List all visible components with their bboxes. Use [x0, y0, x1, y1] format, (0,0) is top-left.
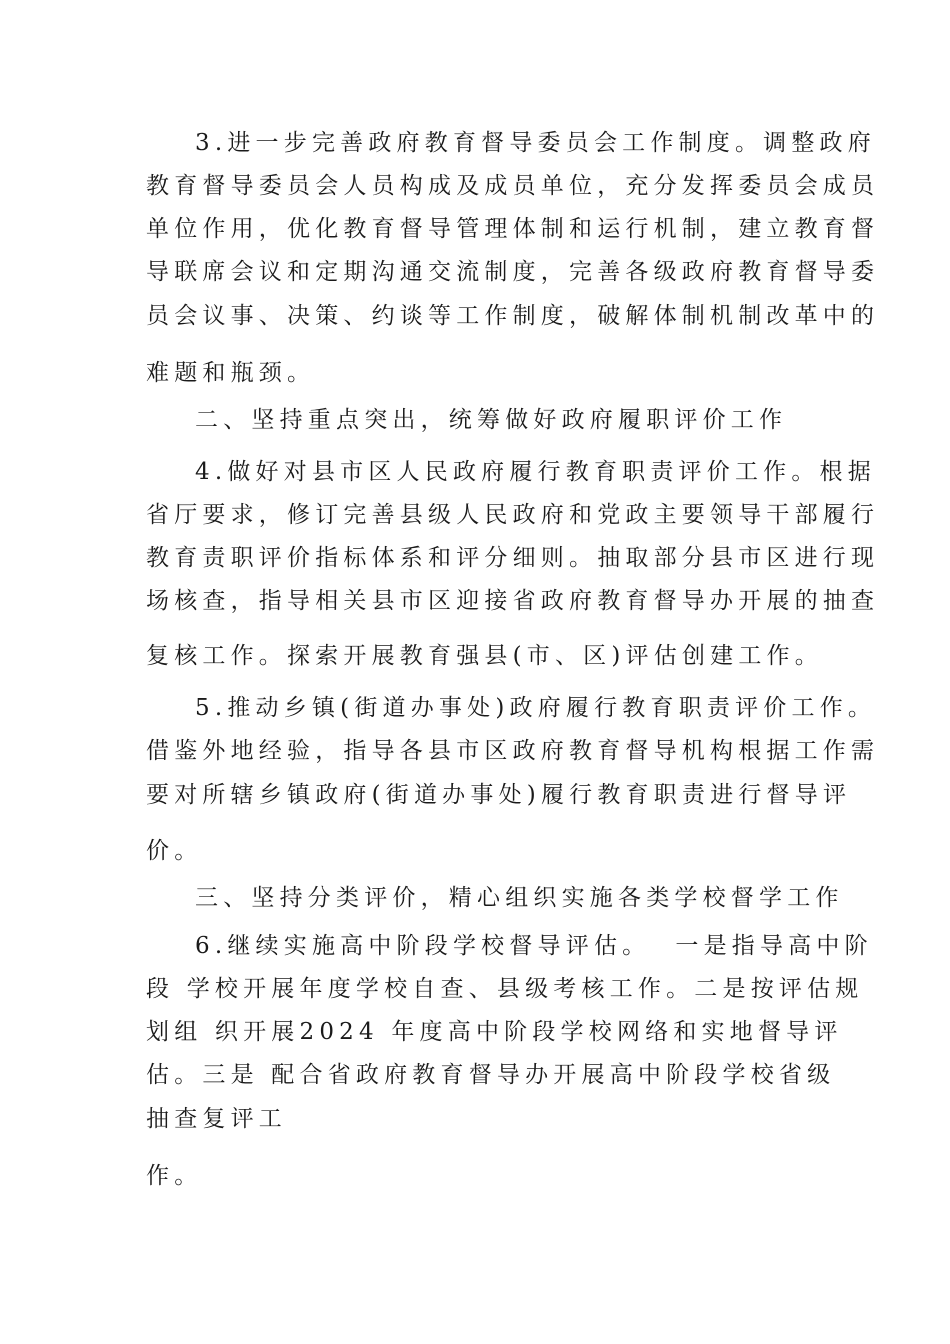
paragraph-line: 段 学校开展年度学校自查、县级考核工作。二是按评估规 [146, 976, 864, 1002]
section-heading: 三、坚持分类评价，精心组织实施各类学校督学工作 [195, 885, 844, 911]
paragraph-line: 作。 [146, 1163, 203, 1189]
paragraph-line: 6.继续实施高中阶段学校督导评估。 一是指导高中阶 [195, 933, 873, 959]
paragraph-line: 场核查，指导相关县市区迎接省政府教育督导办开展的抽查 [146, 588, 880, 614]
paragraph-line: 员会议事、决策、约谈等工作制度，破解体制机制改革中的 [146, 303, 880, 329]
paragraph-line: 借鉴外地经验，指导各县市区政府教育督导机构根据工作需 [146, 738, 880, 764]
paragraph-line: 复核工作。探索开展教育强县(市、区)评估创建工作。 [146, 643, 823, 669]
paragraph-line: 要对所辖乡镇政府(街道办事处)履行教育职责进行督导评 [146, 782, 852, 808]
paragraph-line: 单位作用，优化教育督导管理体制和运行机制，建立教育督 [146, 216, 880, 242]
paragraph-line: 教育督导委员会人员构成及成员单位，充分发挥委员会成员 [146, 173, 880, 199]
paragraph-line: 估。三是 配合省政府教育督导办开展高中阶段学校省级 [146, 1062, 836, 1088]
paragraph-line: 抽查复评工 [146, 1106, 287, 1132]
paragraph-line: 教育责职评价指标体系和评分细则。抽取部分县市区进行现 [146, 545, 880, 571]
paragraph-line: 难题和瓶颈。 [146, 360, 316, 386]
paragraph-line: 省厅要求，修订完善县级人民政府和党政主要领导干部履行 [146, 502, 880, 528]
paragraph-line: 划组 织开展2024 年度高中阶段学校网络和实地督导评 [146, 1019, 843, 1045]
paragraph-line: 4.做好对县市区人民政府履行教育职责评价工作。根据 [195, 459, 876, 485]
paragraph-line: 价。 [146, 838, 203, 864]
section-heading: 二、坚持重点突出，统筹做好政府履职评价工作 [195, 407, 788, 433]
paragraph-line: 导联席会议和定期沟通交流制度，完善各级政府教育督导委 [146, 259, 880, 285]
paragraph-line: 3.进一步完善政府教育督导委员会工作制度。调整政府 [195, 130, 876, 156]
paragraph-line: 5.推动乡镇(街道办事处)政府履行教育职责评价工作。 [195, 695, 877, 721]
